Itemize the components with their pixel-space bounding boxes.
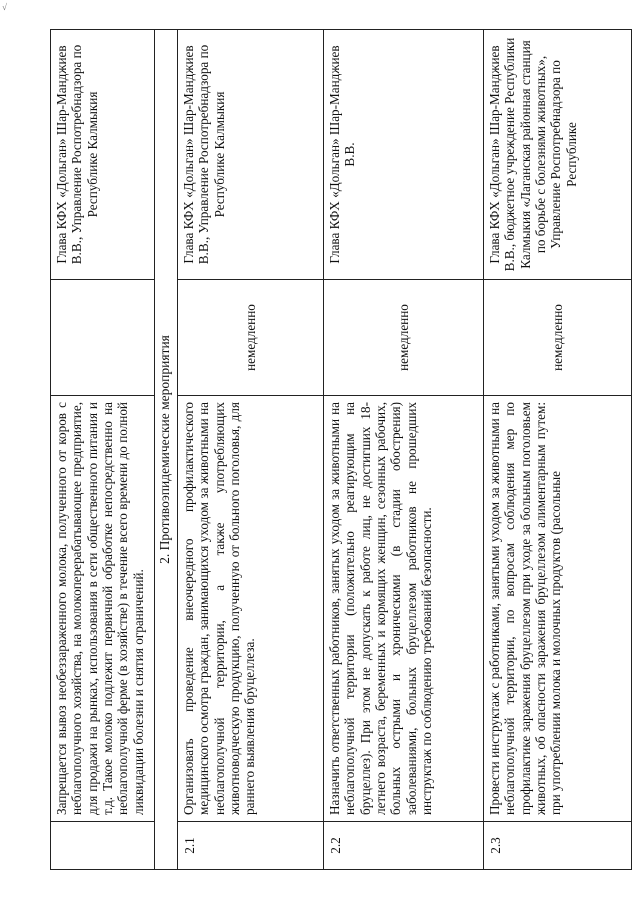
table-row xyxy=(51,30,155,870)
responsible-text: Глава КФХ «Дольган» Шар-Манджиев В.В. xyxy=(324,30,484,280)
measure-text: Запрещается вывоз необеззараженного молока, полученного от коров с неблагополучного хозяйства, на молокоперерабатывающее предприятие, для продажи на рынках, использования в сети общественного питания и т.д. Такое молоко подлежит первичной обработке непосредственно на неблагополучной ферме (в хозяйстве) в течение всего времени до полной ликвидации болезни и снятия ограничений. xyxy=(51,396,155,822)
table-row xyxy=(178,30,324,870)
row-number: 2.2 xyxy=(324,822,484,870)
row-number: 2.3 xyxy=(484,822,632,870)
responsible-text: Глава КФХ «Дольган» Шар-Манджиев В.В., Управление Роспотребнадзора по Республике Калмыкия xyxy=(178,30,324,280)
page-corner-mark: √ xyxy=(2,2,7,12)
row-number: 2.1 xyxy=(178,822,324,870)
responsible-text: Глава КФХ «Дольган» Шар-Манджиев В.В., Управление Роспотребнадзора по Республике Калмыкия xyxy=(51,30,155,280)
section-row xyxy=(155,30,178,870)
section-title: 2. Противоэпидемические мероприятия xyxy=(155,30,178,870)
row-number xyxy=(51,822,155,870)
term-text xyxy=(51,280,155,396)
responsible-text: Глава КФХ «Дольган» Шар-Манджиев В.В., бюджетное учреждение Республики Калмыкия «Лаганская районная станция по борьбе с болезнями животных», Управление Роспотребнадзора по Республике xyxy=(484,30,632,280)
term-text: немедленно xyxy=(178,280,324,396)
table-row xyxy=(484,30,632,870)
measures-table xyxy=(50,29,632,870)
term-text: немедленно xyxy=(324,280,484,396)
term-text: немедленно xyxy=(484,280,632,396)
measure-text: Провести инструктаж с работниками, занятыми уходом за животными на неблагополучной территории, по вопросам соблюдения мер по профилактике заражения бруцеллезом при уходе за больным поголовьем животных, об опасности заражения бруцеллезом алиментарным путем: при употреблении молока и молочных продуктов (расольные xyxy=(484,396,632,822)
rotated-document-page xyxy=(50,30,610,870)
measure-text: Назначить ответственных работников, занятых уходом за животными на неблагополучной территории (положительно реагирующим на бруцеллез). При этом не допускать к работе лиц, не достигших 18-летнего возраста, беременных и кормящих женщин, сезонных рабочих, больных острыми и хроническими (в стадии обострения) заболеваниями, больных бруцеллезом работников не прошедших инструктаж по соблюдению требований безопасности. xyxy=(324,396,484,822)
measure-text: Организовать проведение внеочередного профилактического медицинского осмотра граждан, занимающихся уходом за животными на неблагополучной территории, а также употребляющих животноводческую продукцию, полученную от больного поголовья, для раннего выявления бруцеллеза. xyxy=(178,396,324,822)
table-row xyxy=(324,30,484,870)
